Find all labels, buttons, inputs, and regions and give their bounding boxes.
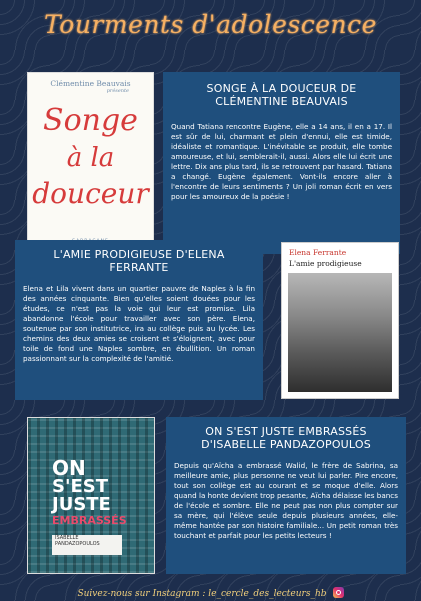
book-panel-amie: [15, 240, 263, 400]
book-cover-songe: [27, 72, 154, 253]
book-panel-songe: [163, 72, 400, 254]
cover-author-line: ISABELLE: [55, 535, 79, 541]
cover-title-line: douceur: [32, 177, 149, 210]
cover-title-line: JUSTE: [52, 494, 111, 515]
cover-presents: présente: [106, 88, 129, 94]
instagram-icon[interactable]: [333, 587, 344, 598]
cover-author-band: [52, 535, 122, 555]
book-heading: SONGE À LA DOUCEUR DE CLÉMENTINE BEAUVAIS: [206, 82, 357, 108]
cover-title-line: à la: [66, 143, 115, 173]
book-cover-embrasses: [27, 417, 155, 574]
footer-instagram-text[interactable]: Suivez-nous sur Instagram : le_cercle_des_lecteurs_hb: [77, 589, 327, 599]
cover-title-line: ON: [52, 456, 86, 480]
book-summary: Elena et Lila vivent dans un quartier pauvre de Naples à la fin des années cinquante. Bien qu'elles soient douées pour les études, ce n'est pas la voie qui leur est promise. Lila abandonne l'école pour travailler avec son père. Elena, soutenue par son institutrice, ira au collège puis au lycée. Les chemins des deux amies se croisent et s'éloignent, avec pour toile de fond une Naples sombre, en ébullition. Un roman passionnant sur la complexité de l'amitié.: [23, 284, 255, 363]
book-summary: Depuis qu'Aïcha a embrassé Walid, le frère de Sabrina, sa meilleure amie, plus personne ne veut lui parler. Pire encore, tout son collège est au courant et se moque d'elle. Alors quand la honte devient trop pesante, Aïcha délaisse les bancs de l'école et sombre. Elle ne peut pas non plus compter sur sa mère, qui l'élève seule depuis plusieurs années, elle-même hantée par son histoire familiale... Un petit roman très touchant et parfait pour les petits lecteurs !: [174, 461, 398, 540]
book-panel-embrasses: [166, 417, 406, 574]
cover-author: Elena Ferrante: [289, 248, 347, 257]
book-cover-amie: [281, 242, 399, 399]
book-heading: ON S'EST JUSTE EMBRASSÉS D'ISABELLE PANDAZOPOULOS: [201, 425, 371, 451]
cover-title-line: S'EST: [52, 476, 109, 497]
cover-author: Clémentine Beauvais: [50, 79, 131, 88]
cover-author-line: PANDAZOPOULOS: [55, 541, 100, 547]
book-heading: L'AMIE PRODIGIEUSE D'ELENA FERRANTE: [53, 248, 225, 274]
book-summary: Quand Tatiana rencontre Eugène, elle a 14 ans, il en a 17. Il est sûr de lui, charmant et plein d'ennui, elle est timide, idéaliste et romantique. L'inévitable se produit, elle tombe amoureuse, et lui, semblerait-il, aussi. Alors elle lui écrit une lettre. Dix ans plus tard, ils se retrouvent par hasard. Tatiana a changé. Eugène également. Vont-ils encore aller à l'encontre de leurs sentiments ? Un joli roman écrit en vers pour les amoureux de la poésie !: [171, 122, 392, 201]
cover-title: L'amie prodigieuse: [289, 259, 362, 268]
cover-title-red: EMBRASSÉS: [52, 514, 127, 527]
cover-title-line: Songe: [43, 103, 138, 138]
footer: [0, 587, 421, 599]
page-title: Tourments d'adolescence: [44, 10, 377, 39]
cover-photo: [288, 273, 392, 392]
